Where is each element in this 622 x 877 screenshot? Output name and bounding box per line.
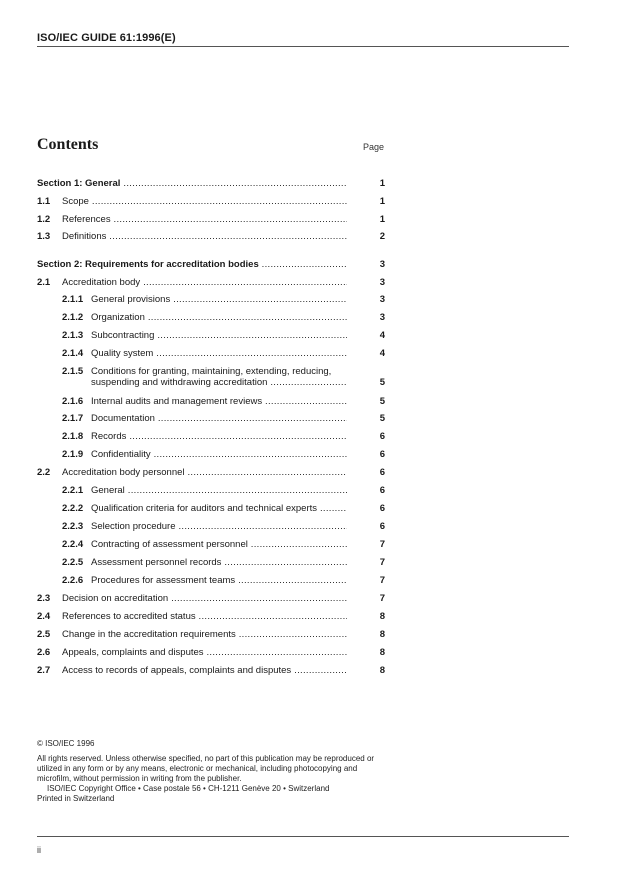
toc-entry[interactable] [0,610,622,624]
toc-section-number: Section 2: [37,259,83,270]
toc-page-number: 7 [379,539,385,550]
toc-section-entry[interactable] [0,258,622,272]
toc-page-number: 3 [379,294,385,305]
toc-entry-title: Confidentiality ..... [91,448,347,462]
rights-statement: All rights reserved. Unless otherwise specified, no part of this publication may be reproduced or utilized in any form or by any means, electronic or mechanical, including photocopying and microfilm, without permission in writing from the publisher. [37,754,375,783]
toc-section-title [37,177,347,191]
toc-entry-number: 2.2.6 [62,575,84,586]
toc-entry-title: Appeals, complaints and disputes ..... [62,646,347,660]
contents-title: Contents [37,136,99,153]
page-number: ii [37,845,41,855]
toc-section-label: Requirements for accreditation bodies [85,259,259,270]
copyright-office: ISO/IEC Copyright Office • Case postale 56 • CH-1211 Genève 20 • Switzerland [47,784,330,793]
toc-entry-title: References to accredited status ..... [62,610,347,624]
toc-entry-number: 2.1.3 [62,330,84,341]
toc-page-number: 4 [379,330,385,341]
toc-entry-number: 2.2.2 [62,503,84,514]
toc-entry[interactable] [0,628,622,642]
toc-entry[interactable] [0,538,622,552]
toc-entry-title: Assessment personnel records ..... [91,556,347,570]
toc-section-number: Section 1: [37,178,83,189]
toc-entry-number: 2.1.2 [62,312,84,323]
toc-entry-number: 2.5 [37,629,51,640]
toc-entry[interactable] [0,395,622,409]
toc-entry-number: 2.3 [37,593,51,604]
toc-page-number: 8 [379,629,385,640]
toc-entry[interactable] [0,213,622,227]
toc-section-title [37,258,347,272]
toc-entry-title: Contracting of assessment personnel ..... [91,538,347,552]
toc-page-number: 1 [379,178,385,189]
toc-entry-number: 2.2.4 [62,539,84,550]
toc-entry-title: Conditions for granting, maintaining, extending, reducing, [91,366,332,377]
toc-page-number: 3 [379,312,385,323]
toc-entry-title: Definitions ..... [62,230,347,244]
toc-section-entry[interactable] [0,177,622,191]
toc-entry-title: Qualification criteria for auditors and technical experts ..... [91,502,347,516]
toc-page-number: 8 [379,611,385,622]
printed-in: Printed in Switzerland [37,794,115,803]
toc-entry[interactable] [0,646,622,660]
toc-entry[interactable] [0,365,622,393]
toc-page-number: 4 [379,348,385,359]
toc-entry[interactable] [0,230,622,244]
toc-entry-number: 2.1 [37,277,51,288]
toc-entry-title-continued: suspending and withdrawing accreditation ..... [91,376,347,390]
page-column-label: Page [363,142,385,152]
toc-entry-number: 2.1.7 [62,413,84,424]
toc-entry-title: Accreditation body ..... [62,276,347,290]
document-header: ISO/IEC GUIDE 61:1996(E) [37,32,176,44]
toc-page-number: 6 [379,521,385,532]
toc-page-number: 6 [379,431,385,442]
toc-page-number: 6 [379,485,385,496]
toc-entry[interactable] [0,592,622,606]
toc-entry-number: 2.6 [37,647,51,658]
toc-entry[interactable] [0,311,622,325]
toc-entry-title: Access to records of appeals, complaints and disputes ..... [62,664,347,678]
copyright-line: © ISO/IEC 1996 [37,739,95,748]
toc-page-number: 7 [379,575,385,586]
toc-entry-number: 1.1 [37,196,51,207]
toc-entry-title: References ..... [62,213,347,227]
toc-page-number: 1 [379,214,385,225]
toc-entry-number: 2.7 [37,665,51,676]
toc-entry-number: 2.1.9 [62,449,84,460]
toc-entry-number: 2.2 [37,467,51,478]
toc-entry-number: 2.1.8 [62,431,84,442]
toc-entry[interactable] [0,484,622,498]
toc-page-number: 1 [379,196,385,207]
toc-page-number: 5 [379,413,385,424]
toc-entry[interactable] [0,448,622,462]
toc-entry[interactable] [0,664,622,678]
toc-entry-number: 1.3 [37,231,51,242]
toc-entry-title: Selection procedure ..... [91,520,347,534]
toc-entry-number: 2.4 [37,611,51,622]
toc-entry[interactable] [0,466,622,480]
toc-entry-number: 2.2.5 [62,557,84,568]
toc-entry-title: Decision on accreditation ..... [62,592,347,606]
toc-entry[interactable] [0,412,622,426]
toc-entry-title: Procedures for assessment teams ..... [91,574,347,588]
toc-page-number: 5 [379,396,385,407]
toc-entry[interactable] [0,502,622,516]
toc-page-number: 6 [379,467,385,478]
toc-page-number: 5 [379,377,385,388]
toc-entry[interactable] [0,293,622,307]
toc-page-number: 8 [379,647,385,658]
toc-section-label: General [85,178,121,189]
toc-entry-title: Records ..... [91,430,347,444]
toc-page-number: 6 [379,449,385,460]
toc-entry[interactable] [0,347,622,361]
toc-entry-title: General provisions ..... [91,293,347,307]
toc-entry-title: Accreditation body personnel ..... [62,466,347,480]
toc-page-number: 3 [379,259,385,270]
toc-entry-title: Quality system ..... [91,347,347,361]
toc-entry-number: 2.1.5 [62,366,84,377]
toc-entry-title: Change in the accreditation requirements ..... [62,628,347,642]
toc-entry-title: Scope ..... [62,195,347,209]
toc-entry[interactable] [0,329,622,343]
toc-entry-number: 1.2 [37,214,51,225]
toc-entry[interactable] [0,574,622,588]
toc-page-number: 2 [379,231,385,242]
toc-page-number: 7 [379,593,385,604]
toc-entry[interactable] [0,430,622,444]
toc-page-number: 6 [379,503,385,514]
toc-entry-number: 2.1.6 [62,396,84,407]
toc-entry[interactable] [0,276,622,290]
toc-entry-title: Internal audits and management reviews ..... [91,395,347,409]
toc-entry-title: Documentation ..... [91,412,347,426]
toc-entry-title: Organization ..... [91,311,347,325]
toc-entry-number: 2.2.1 [62,485,84,496]
footer-rule [37,836,569,837]
toc-entry-number: 2.2.3 [62,521,84,532]
toc-entry-title: Subcontracting ..... [91,329,347,343]
toc-entry[interactable] [0,556,622,570]
toc-page-number: 8 [379,665,385,676]
header-rule [37,46,569,47]
toc-entry-number: 2.1.1 [62,294,84,305]
toc-page-number: 3 [379,277,385,288]
copyright-notice [37,739,387,804]
toc-entry-title: General ..... [91,484,347,498]
toc-page-number: 7 [379,557,385,568]
toc-entry-number: 2.1.4 [62,348,84,359]
toc-entry[interactable] [0,195,622,209]
toc-entry[interactable] [0,520,622,534]
